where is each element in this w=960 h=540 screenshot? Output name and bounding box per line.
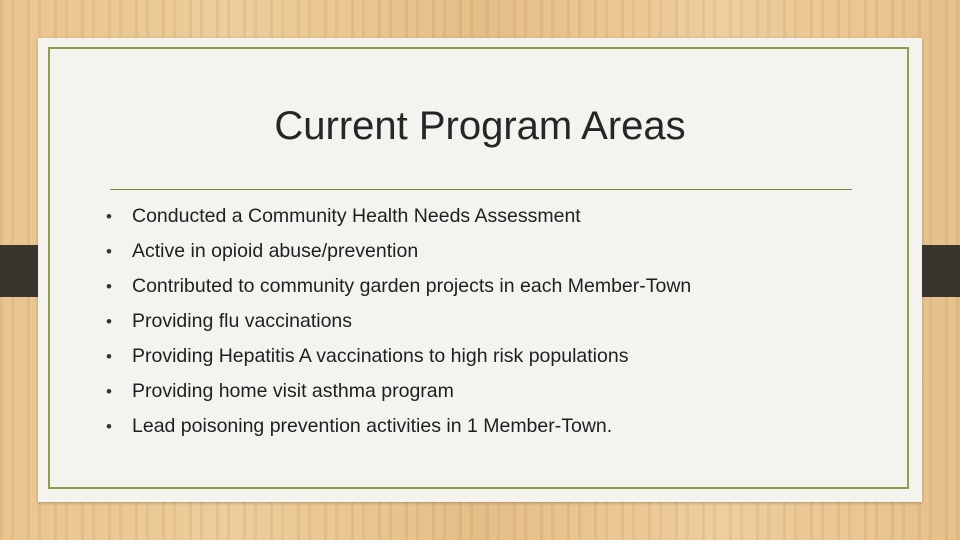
bullet-icon: • <box>106 381 112 401</box>
bullet-item <box>106 339 691 374</box>
left-side-tab <box>0 245 38 297</box>
slide-card <box>38 38 922 502</box>
bullet-icon: • <box>106 311 112 331</box>
bullet-list <box>106 199 691 444</box>
right-side-tab <box>922 245 960 297</box>
bullet-text: Conducted a Community Health Needs Assessment <box>132 205 581 227</box>
bullet-text: Contributed to community garden projects in each Member-Town <box>132 275 692 297</box>
bullet-item <box>106 199 691 234</box>
bullet-icon: • <box>106 206 112 226</box>
bullet-icon: • <box>106 241 112 261</box>
bullet-text: Active in opioid abuse/prevention <box>132 240 419 262</box>
bullet-text: Lead poisoning prevention activities in 1 Member-Town. <box>132 415 613 437</box>
bullet-item <box>106 374 691 409</box>
bullet-text: Providing Hepatitis A vaccinations to high risk populations <box>132 345 629 367</box>
bullet-icon: • <box>106 276 112 296</box>
bullet-item <box>106 269 691 304</box>
title-divider <box>110 189 852 190</box>
bullet-text: Providing flu vaccinations <box>132 310 353 332</box>
bullet-item <box>106 409 691 444</box>
bullet-icon: • <box>106 346 112 366</box>
bullet-text: Providing home visit asthma program <box>132 380 454 402</box>
bullet-item <box>106 234 691 269</box>
bullet-icon: • <box>106 416 112 436</box>
bullet-item <box>106 304 691 339</box>
slide-title: Current Program Areas <box>274 104 686 148</box>
